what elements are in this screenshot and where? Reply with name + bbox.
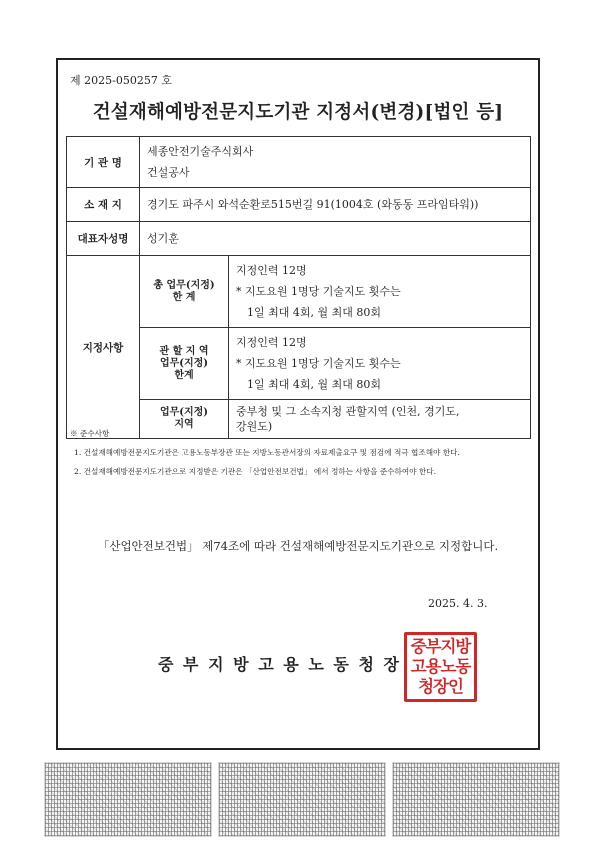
total-limit-label — [140, 256, 229, 328]
location-label: 소 재 지 — [67, 188, 140, 222]
official-seal — [404, 632, 477, 702]
regional-limit-label-line: 업무(지정) — [159, 357, 209, 369]
location-value: 경기도 파주시 와석순환로515번길 91(1004호 (와동동 프라임타워)) — [140, 188, 531, 222]
note-item: 1. 건설재해예방전문지도기관은 고용노동부장관 또는 지방노동관서장의 자료제출요구 및 점검에 적극 협조해야 한다. — [74, 448, 460, 457]
page-thumbnail[interactable] — [392, 762, 560, 837]
issuing-authority: 중부지방고용노동청장 — [158, 655, 409, 674]
institution-name: 세종안전기술주식회사 — [147, 145, 254, 158]
designation-label: 지정사항 — [67, 256, 140, 439]
institution-type: 건설공사 — [147, 166, 190, 179]
issue-date: 2025. 4. 3. — [428, 597, 488, 610]
designation-table — [66, 136, 531, 439]
total-limit-label-line: 총 업무(지정) — [153, 279, 215, 291]
region-label-line: 지역 — [174, 419, 194, 430]
seal-line: 고용노동 — [410, 657, 471, 676]
region-label-line: 업무(지정) — [159, 407, 209, 418]
institution-label: 기 관 명 — [67, 137, 140, 188]
page-thumbnail[interactable] — [44, 762, 212, 837]
institution-value — [140, 137, 531, 188]
designation-declaration: 「산업안전보건법」 제74조에 따라 건설재해예방전문지도기관으로 지정합니다. — [97, 539, 499, 553]
representative-value: 성기훈 — [140, 222, 531, 256]
total-limit-line: 1일 최대 4회, 월 최대 80회 — [247, 306, 381, 319]
regional-limit-label — [140, 328, 229, 400]
regional-limit-line: 지정인력 12명 — [236, 336, 307, 349]
regional-limit-value — [229, 328, 531, 400]
regional-limit-label-line: 한계 — [174, 369, 194, 381]
regional-limit-label-line: 관 할 지 역 — [159, 345, 209, 357]
regional-limit-line: 1일 최대 4회, 월 최대 80회 — [247, 378, 381, 391]
notes-header: ※ 준수사항 — [70, 429, 110, 438]
note-item: 2. 건설재해예방전문지도기관으로 지정받은 기관은 「산업안전보건법」 에서 정하는 사항을 준수하여야 한다. — [74, 467, 436, 476]
regional-limit-line: * 지도요원 1명당 기술지도 횟수는 — [236, 357, 401, 370]
compliance-notes — [70, 428, 535, 485]
total-limit-line: * 지도요원 1명당 기술지도 횟수는 — [236, 285, 401, 298]
total-limit-line: 지정인력 12명 — [236, 264, 307, 277]
page-thumbnail[interactable] — [218, 762, 386, 837]
seal-line: 중부지방 — [410, 637, 471, 656]
seal-line: 청장인 — [418, 677, 463, 696]
region-line: 강원도) — [236, 420, 273, 433]
total-limit-label-line: 한 계 — [172, 291, 196, 303]
document-number: 제 2025-050257 호 — [70, 74, 172, 87]
representative-label: 대표자성명 — [67, 222, 140, 256]
total-limit-value — [229, 256, 531, 328]
document-title: 건설재해예방전문지도기관 지정서(변경)[법인 등] — [92, 102, 504, 123]
region-line: 중부청 및 그 소속지청 관할지역 (인천, 경기도, — [236, 405, 460, 418]
